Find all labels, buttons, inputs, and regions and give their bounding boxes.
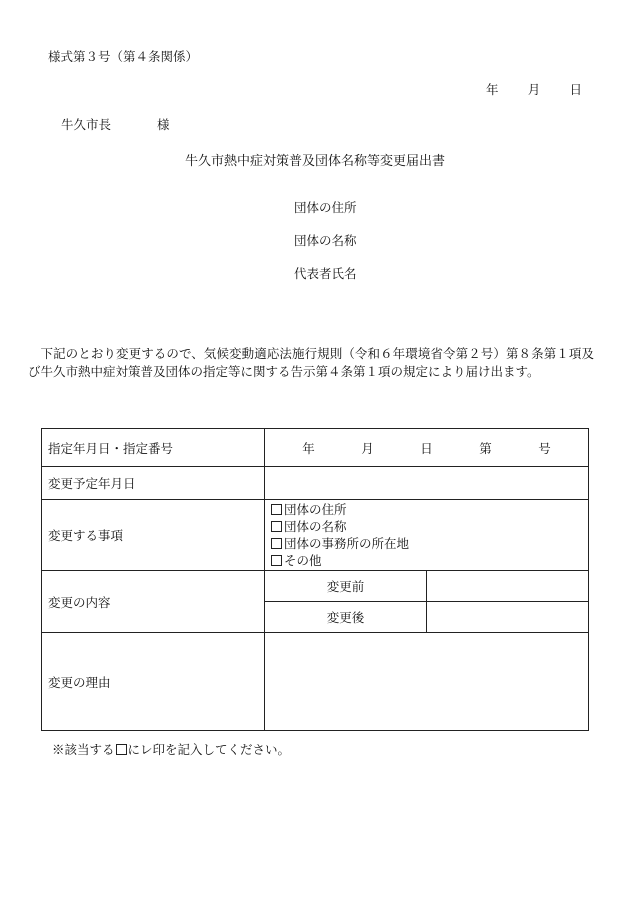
- change-items-options: [265, 500, 589, 571]
- designation-year-label: 年: [302, 440, 315, 456]
- planned-date-row: [42, 467, 589, 500]
- checkbox[interactable]: [271, 538, 282, 549]
- addressee-name: 牛久市長: [61, 117, 112, 132]
- designation-go-label: 号: [538, 440, 551, 456]
- body-text: [28, 345, 594, 381]
- representative-name-label: 代表者氏名: [294, 266, 357, 281]
- form-number: 様式第３号（第４条関係）: [48, 49, 199, 64]
- change-before-row: [42, 571, 589, 602]
- option-office-location[interactable]: 団体の事務所の所在地: [271, 535, 582, 552]
- checkbox[interactable]: [271, 555, 282, 566]
- date-day-label: 日: [569, 82, 582, 97]
- addressee: [61, 115, 170, 133]
- planned-date-value-cell[interactable]: [265, 467, 589, 500]
- change-reason-label: 変更の理由: [42, 633, 265, 731]
- date-year-label: 年: [486, 82, 499, 97]
- change-reason-value[interactable]: [265, 633, 589, 731]
- option-address[interactable]: 団体の住所: [271, 501, 582, 518]
- checkbox[interactable]: [271, 521, 282, 532]
- change-before-label: 変更前: [265, 571, 427, 602]
- change-items-row: [42, 500, 589, 571]
- designation-dai-label: 第: [479, 440, 492, 456]
- applicant-name-label: 団体の名称: [294, 233, 357, 248]
- checkbox[interactable]: [271, 504, 282, 515]
- addressee-honorific: 様: [157, 117, 170, 132]
- date-month-label: 月: [527, 82, 541, 97]
- change-after-label: 変更後: [265, 602, 427, 633]
- planned-date-label: 変更予定年月日: [42, 467, 265, 500]
- document-title: 牛久市熱中症対策普及団体名称等変更届出書: [184, 154, 445, 169]
- checkbox-symbol: [116, 744, 127, 755]
- applicant-address-label: 団体の住所: [294, 200, 357, 215]
- change-content-label: 変更の内容: [42, 571, 265, 633]
- change-after-value[interactable]: [427, 602, 589, 633]
- footnote: ※該当する にレ印を記入してください。: [52, 742, 291, 757]
- change-before-value[interactable]: [427, 571, 589, 602]
- option-other[interactable]: その他: [271, 552, 582, 569]
- body-paragraph: 下記のとおり変更するので、気候変動適応法施行規則（令和６年環境省令第２号）第８条第１項及び牛久市熱中症対策普及団体の指定等に関する告示第４条第１項の規定により届け出ます。: [28, 346, 594, 379]
- change-items-label: 変更する事項: [42, 500, 265, 571]
- designation-row: [42, 429, 589, 467]
- designation-label: 指定年月日・指定番号: [42, 429, 265, 467]
- designation-month-label: 月: [361, 440, 374, 456]
- designation-value-cell[interactable]: [265, 429, 589, 467]
- option-name[interactable]: 団体の名称: [271, 518, 582, 535]
- change-details-table: [41, 428, 589, 731]
- change-reason-row: [42, 633, 589, 731]
- submission-date: [486, 80, 582, 98]
- designation-day-label: 日: [420, 440, 433, 456]
